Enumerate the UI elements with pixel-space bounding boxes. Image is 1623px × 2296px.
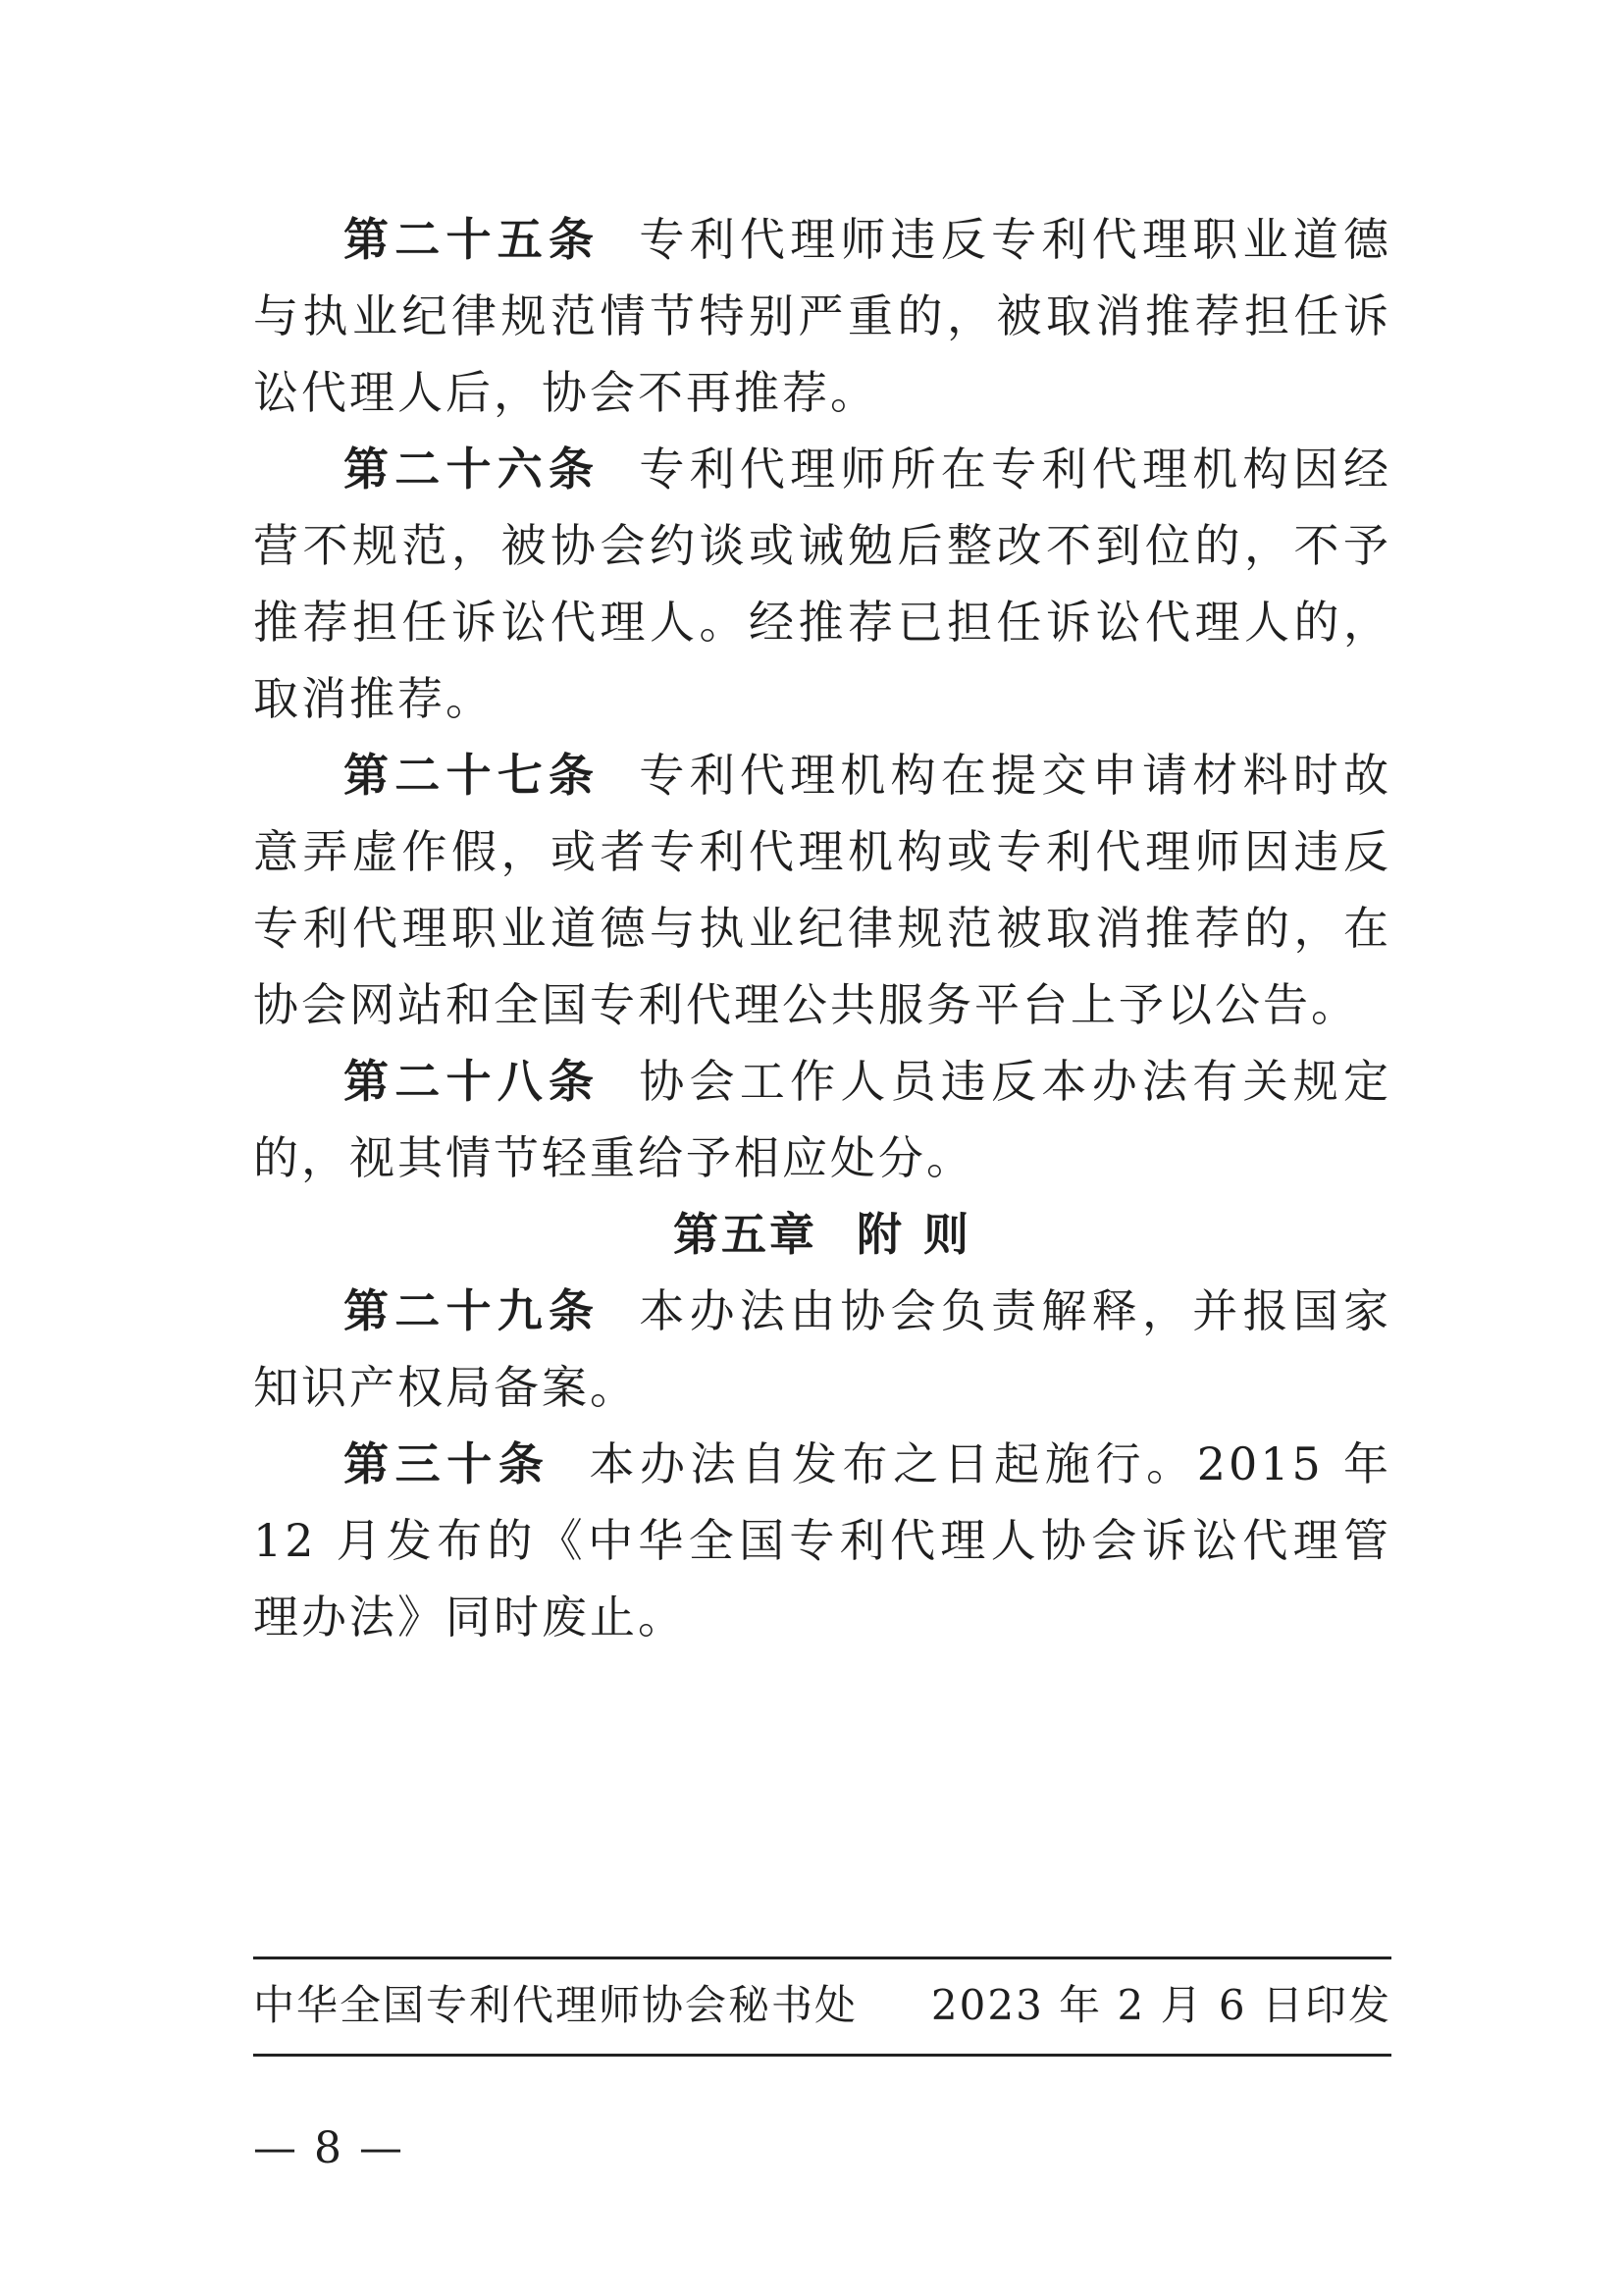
article-text: 专利代理师所在专利代理机构因经营不规范，被协会约谈或诫勉后整改不到位的，不予推荐担任诉讼代理人。经推荐已担任诉讼代理人的，取消推荐。 — [253, 443, 1392, 725]
article-text: 协会工作人员违反本办法有关规定的，视其情节轻重给予相应处分。 — [253, 1055, 1392, 1184]
chapter-title: 附 则 — [856, 1208, 971, 1261]
footer-divider-top — [253, 1957, 1391, 1959]
footer-date: 2023 年 2 月 6 日印发 — [930, 1981, 1391, 2029]
page-number: — 8 — — [253, 2123, 404, 2173]
footer-issuer: 中华全国专利代理师协会秘书处 — [253, 1981, 859, 2029]
article-label: 第二十六条 — [343, 443, 601, 496]
article-29 — [253, 1273, 1391, 1426]
article-26 — [253, 431, 1391, 737]
article-text: 本办法自发布之日起施行。2015 年 12 月发布的《中华全国专利代理人协会诉讼代理管理办法》同时废止。 — [253, 1437, 1392, 1644]
article-text: 本办法由协会负责解释，并报国家知识产权局备案。 — [253, 1284, 1392, 1414]
chapter-heading — [253, 1196, 1391, 1273]
article-label: 第三十条 — [343, 1437, 550, 1490]
article-label: 第二十五条 — [343, 213, 601, 266]
article-25 — [253, 201, 1391, 431]
footer-issuer-row — [253, 1966, 1391, 2045]
article-text: 专利代理师违反专利代理职业道德与执业纪律规范情节特别严重的，被取消推荐担任诉讼代理人后，协会不再推荐。 — [253, 213, 1392, 419]
article-label: 第二十九条 — [343, 1284, 601, 1337]
article-label: 第二十七条 — [343, 749, 601, 802]
footer-divider-bottom — [253, 2054, 1391, 2057]
article-label: 第二十八条 — [343, 1055, 601, 1108]
article-28 — [253, 1043, 1391, 1196]
chapter-number: 第五章 — [672, 1208, 817, 1261]
article-30 — [253, 1426, 1391, 1655]
article-27 — [253, 737, 1391, 1043]
article-text: 专利代理机构在提交申请材料时故意弄虚作假，或者专利代理机构或专利代理师因违反专利代理职业道德与执业纪律规范被取消推荐的，在协会网站和全国专利代理公共服务平台上予以公告。 — [253, 749, 1392, 1031]
document-body — [253, 201, 1391, 1655]
